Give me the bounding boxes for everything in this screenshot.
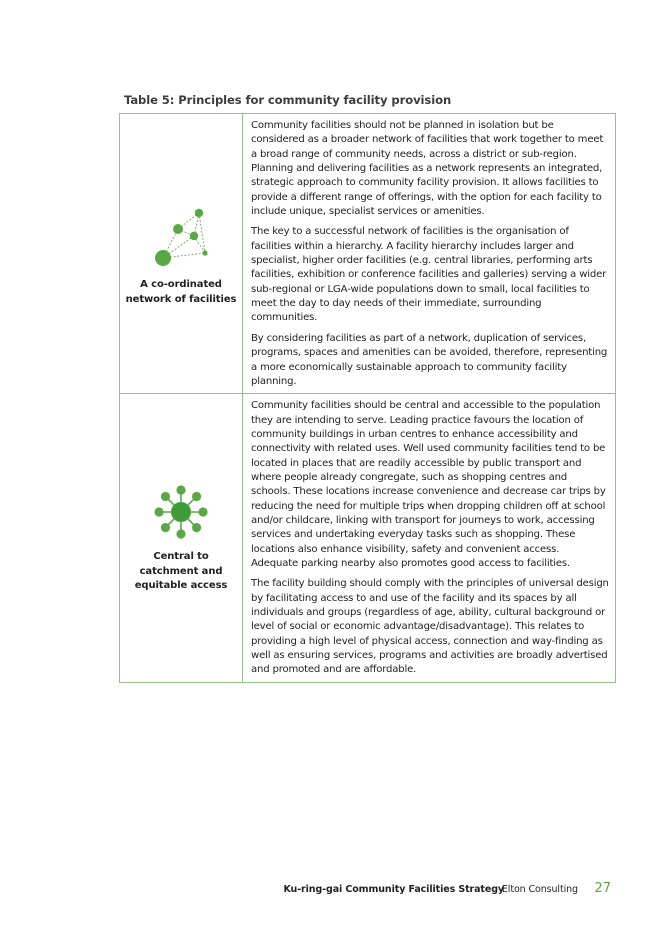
- description-paragraph: By considering facilities as part of a network, duplication of services, programs, spaces and amenities can be avoided, therefore, representing a more economically sustainable approach to community facility planning.: [251, 332, 608, 387]
- table-row: [120, 394, 616, 683]
- principle-label: [124, 278, 238, 307]
- satellite-node: [192, 523, 201, 532]
- page-footer: [0, 882, 656, 898]
- satellite-node: [176, 486, 185, 495]
- satellite-node: [154, 508, 163, 517]
- principle-label-line: catchment and: [139, 565, 223, 577]
- footer-document-title: Ku-ring-gai Community Facilities Strategy: [283, 884, 504, 895]
- principle-cell: [120, 114, 243, 394]
- principle-label-line: A co-ordinated: [140, 279, 222, 291]
- principles-table: [119, 113, 616, 683]
- hub-and-spoke-icon: [151, 482, 211, 542]
- footer-organisation: Elton Consulting: [501, 884, 578, 895]
- table-row: [120, 114, 616, 394]
- principle-label-line: equitable access: [134, 580, 228, 592]
- description-paragraph: Community facilities should be central and accessible to the population they are intending to serve. Leading practice favours the location of community buildings in urban centres to enhance accessibility and connectivity with related uses. Well used community facilities tend to be located in places that are readily accessible by public transport and where people already congregate, such as shopping centres and schools. These locations increase convenience and decrease car trips by reducing the need for multiple trips when dropping children off at school and/or childcare, linking with transport for journeys to work, accessing services and undertaking everyday tasks such as shopping. These locations also enhance visibility, safety and convenient access. Adequate parking nearby also promotes good access to facilities.: [251, 400, 606, 569]
- satellite-node: [192, 492, 201, 501]
- principle-label-line: Central to: [153, 551, 209, 563]
- satellite-node: [198, 508, 207, 517]
- page-number: 27: [594, 881, 611, 896]
- principle-cell: [120, 394, 243, 683]
- description-cell: [243, 114, 616, 394]
- network-nodes-icon: [146, 200, 216, 270]
- principle-label: [124, 550, 238, 594]
- description-paragraph: Community facilities should not be planned in isolation but be considered as a broader network of facilities that work together to meet a broad range of community needs, across a district or sub-region. Planning and delivering facilities as a network represents an integrated, strategic approach to community facility provision. It allows facilities to provide a different range of offerings, with the option for each facility to include unique, specialist services or amenities.: [251, 120, 604, 218]
- table-title: Table 5: Principles for community facility provision: [124, 93, 452, 107]
- description-cell: [243, 394, 616, 683]
- description-paragraph: The facility building should comply with the principles of universal design by facilitating access to and use of the facility and its spaces by all individuals and groups (regardless of age, ability, cultural background or level of social or economic advantage/disadvantage). This relates to providing a high level of physical access, connection and way-finding as well as ensuring services, programs and activities are broadly advertised and promoted and are affordable.: [251, 578, 609, 676]
- principle-label-line: network of facilities: [125, 293, 237, 305]
- description-paragraph: The key to a successful network of facilities is the organisation of facilities within a hierarchy. A facility hierarchy includes larger and specialist, higher order facilities (e.g. central libraries, performing arts facilities, exhibition or conference facilities and galleries) serving a wider sub-regional or LGA-wide populations down to small, local facilities to meet the day to day needs of their immediate, surrounding communities.: [251, 226, 607, 324]
- satellite-node: [161, 523, 170, 532]
- satellite-node: [161, 492, 170, 501]
- satellite-node: [176, 530, 185, 539]
